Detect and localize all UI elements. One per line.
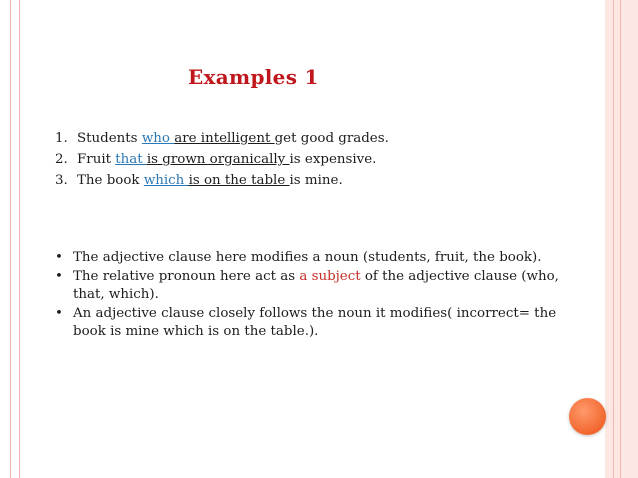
adjective-clause: is on the table — [188, 173, 290, 188]
bullet-text-part: of the adjective clause (who, that, which). — [73, 268, 559, 302]
bullet-item — [55, 249, 575, 268]
example-item — [55, 128, 595, 149]
highlighted-term: a subject — [299, 268, 361, 284]
bullet-text — [73, 305, 575, 342]
adjective-clause: are intelligent — [174, 131, 275, 146]
orange-circle-decoration — [569, 398, 606, 435]
relative-pronoun: that — [115, 152, 147, 167]
bullet-text-part: The relative pronoun here act as — [73, 268, 300, 284]
example-text: Fruit — [77, 152, 116, 167]
right-frame-border — [613, 0, 621, 478]
relative-pronoun: who — [141, 131, 175, 146]
example-number: 3. — [55, 173, 68, 188]
example-number: 1. — [55, 131, 68, 146]
adjective-clause: is grown organically — [146, 152, 290, 167]
bullet-marker: • — [55, 250, 63, 265]
bullet-item — [55, 268, 575, 305]
example-text: Students — [77, 131, 142, 146]
example-text: is mine. — [289, 173, 343, 188]
example-item — [55, 170, 595, 191]
example-item — [55, 149, 595, 170]
bullet-text-part: The adjective clause here modifies a noun (students, fruit, the book). — [73, 250, 542, 265]
left-frame-border — [10, 0, 20, 478]
bullet-text — [73, 249, 575, 268]
bullet-list — [55, 249, 575, 342]
example-number: 2. — [55, 152, 68, 167]
bullet-marker: • — [55, 305, 63, 321]
example-text: get good grades. — [274, 131, 389, 146]
example-text: is expensive. — [289, 152, 377, 167]
example-text: The book — [77, 173, 144, 188]
bullet-text — [73, 268, 575, 305]
bullet-item — [55, 305, 575, 342]
examples-list — [55, 128, 595, 191]
bullet-marker: • — [55, 268, 63, 284]
bullet-text-part: An adjective clause closely follows the noun it modifies( incorrect= the book is mine which is on the table.). — [73, 305, 557, 339]
slide-title: Examples 1 — [188, 65, 319, 89]
right-frame-band — [605, 0, 638, 478]
relative-pronoun: which — [143, 173, 189, 188]
